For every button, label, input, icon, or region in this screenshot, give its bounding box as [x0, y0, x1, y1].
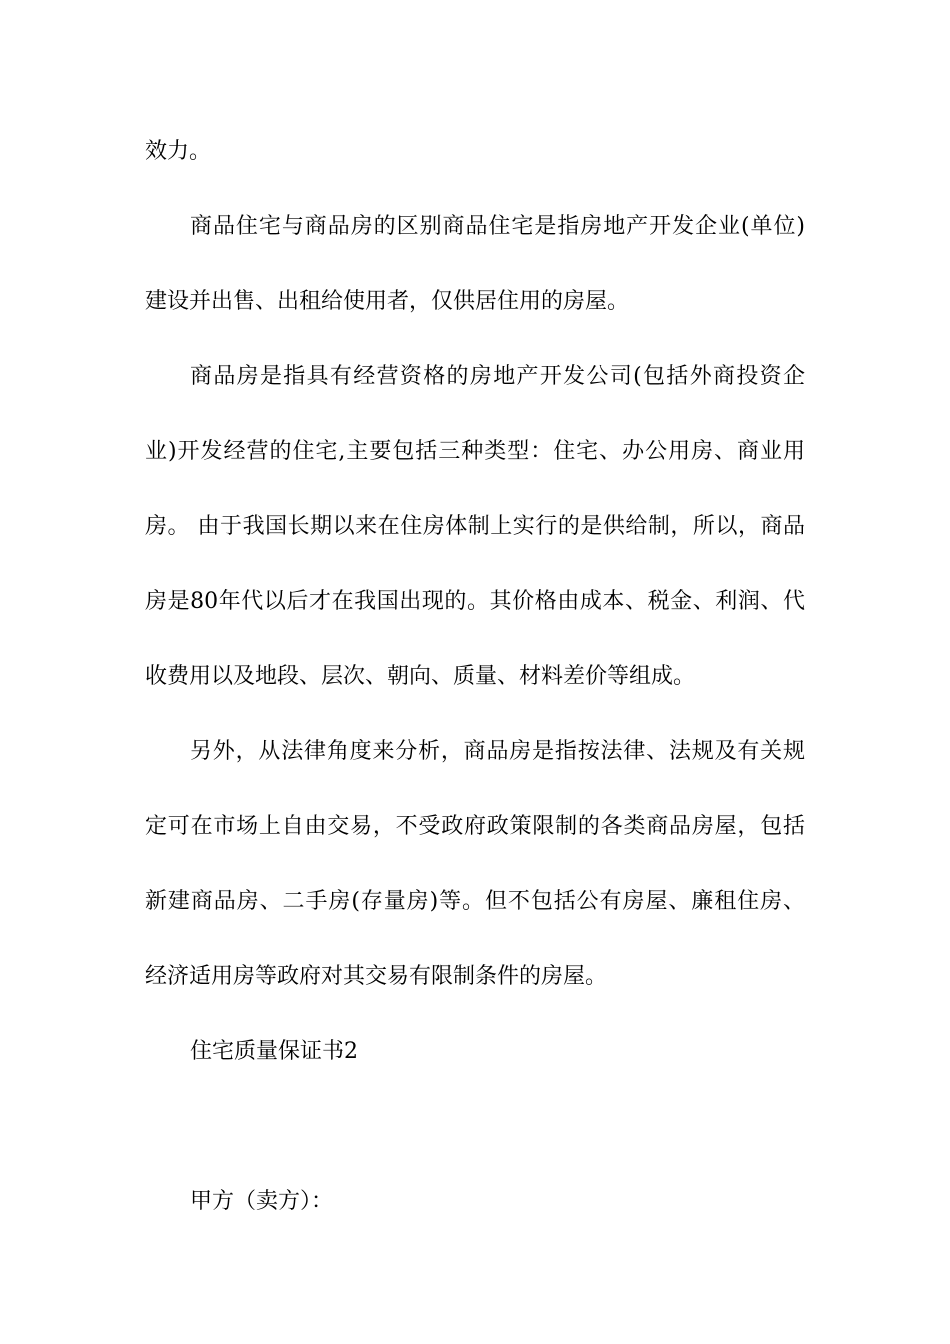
party-a-label: 甲方（卖方）：	[190, 1189, 334, 1214]
paragraph-line: 房是80年代以后才在我国出现的。其价格由成本、税金、利润、代	[145, 589, 805, 614]
section-title: 住宅质量保证书2	[190, 1039, 358, 1064]
paragraph-line: 业)开发经营的住宅,主要包括三种类型：住宅、办公用房、商业用	[145, 439, 805, 464]
paragraph-line: 房。 由于我国长期以来在住房体制上实行的是供给制，所以，商品	[145, 514, 805, 539]
paragraph-line: 另外，从法律角度来分析，商品房是指按法律、法规及有关规	[190, 739, 805, 764]
paragraph-line: 商品住宅与商品房的区别商品住宅是指房地产开发企业(单位)	[190, 214, 805, 239]
paragraph-line: 经济适用房等政府对其交易有限制条件的房屋。	[145, 964, 608, 989]
paragraph-line: 商品房是指具有经营资格的房地产开发公司(包括外商投资企	[190, 364, 805, 389]
paragraph-line: 效力。	[145, 139, 212, 164]
paragraph-line: 定可在市场上自由交易，不受政府政策限制的各类商品房屋，包括	[145, 814, 805, 839]
paragraph-line: 新建商品房、二手房(存量房)等。但不包括公有房屋、廉租住房、	[145, 889, 805, 914]
paragraph-line: 收费用以及地段、层次、朝向、质量、材料差价等组成。	[145, 664, 696, 689]
paragraph-line: 建设并出售、出租给使用者，仅供居住用的房屋。	[145, 289, 630, 314]
